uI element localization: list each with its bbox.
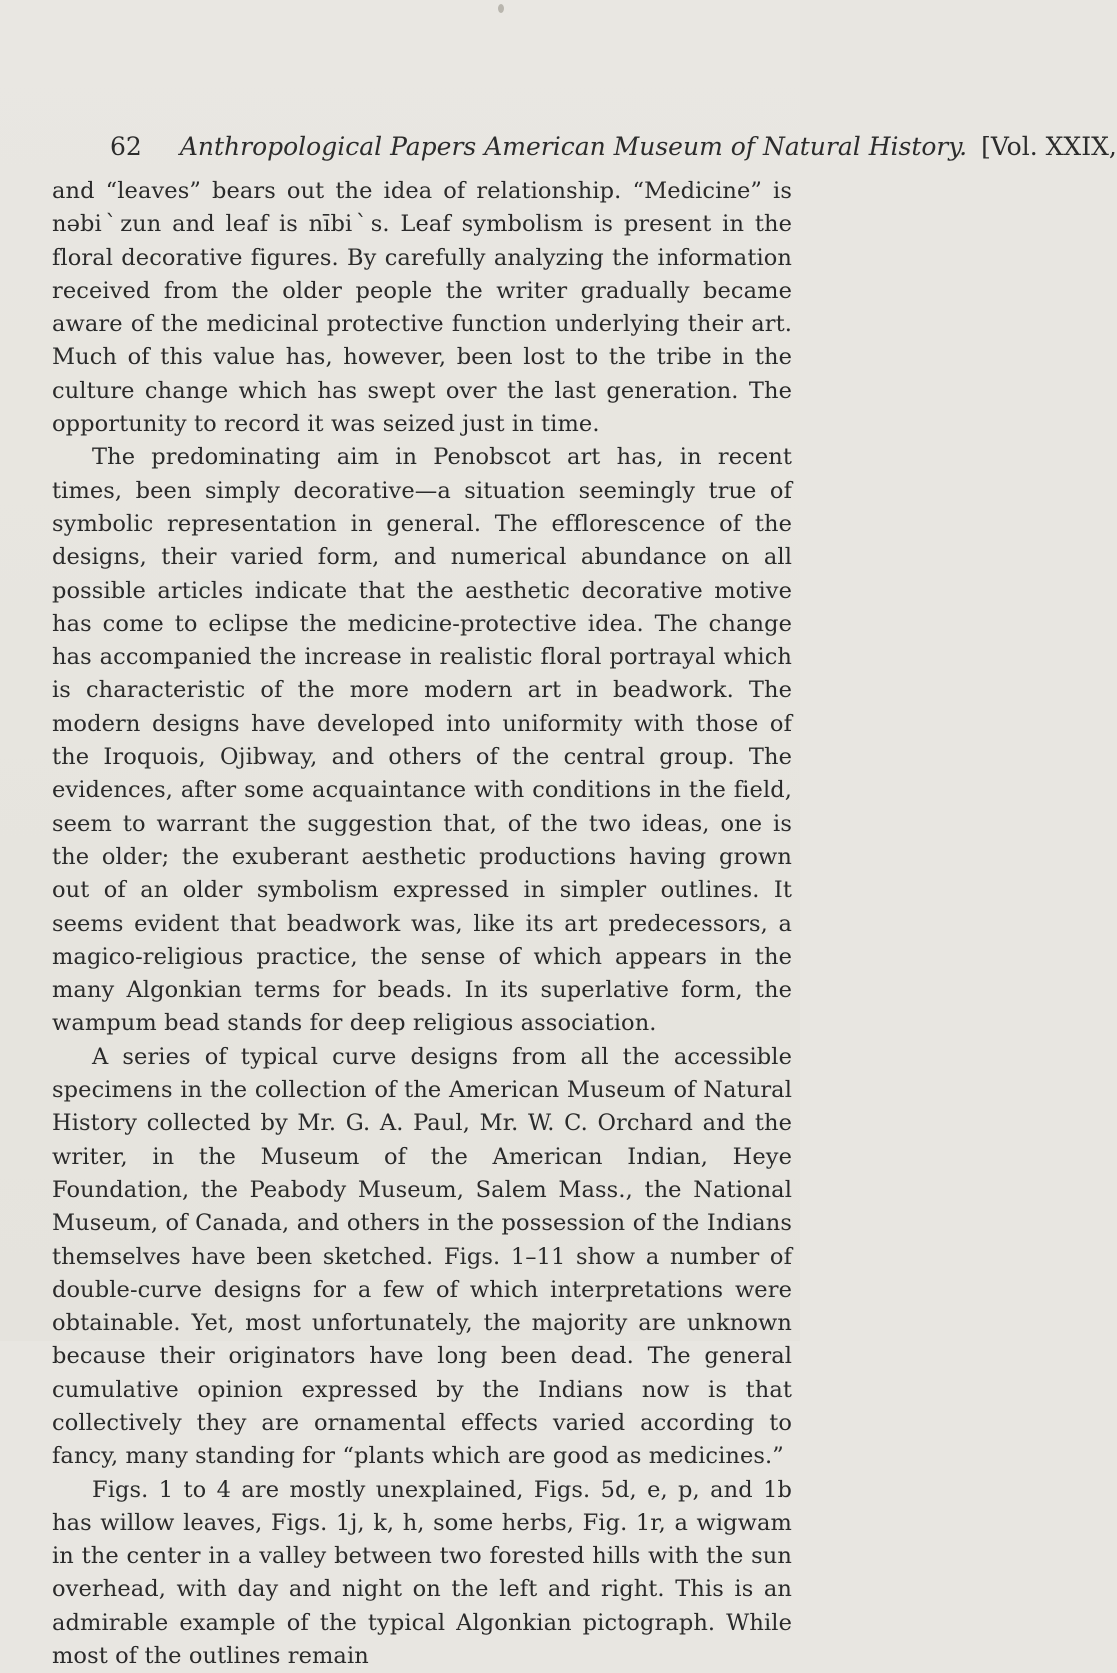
paragraph-2: The predominating aim in Penobscot art has, in recent times, been simply decorative—a situation seemingly true of symbolic representation in general. The efflorescence of the designs, their varied form, and numerical abundance on all possible articles indicate that the aesthetic decorative motive has come to eclipse the medicine-protective idea. The change has accompanied the increase in realistic floral portrayal which is characteristic of the more modern art in beadwork. The modern designs have developed into uniformity with those of the Iroquois, Ojibway, and others of the central group. The evidences, after some acquaintance with conditions in the field, seem to warrant the suggestion that, of the two ideas, one is the older; the exuberant aesthetic productions having grown out of an older symbolism expressed in simpler outlines. It seems evident that beadwork was, like its art predecessors, a magico-religious practice, the sense of which appears in the many Algonkian terms for beads. In its superlative form, the wampum bead stands for deep religious association. (52, 444, 792, 1037)
volume-label: [Vol. XXIX, (981, 132, 1117, 161)
running-head (110, 132, 1117, 161)
paragraph-3: A series of typical curve designs from all the accessible specimens in the collection of the American Museum of Natural History collected by Mr. G. A. Paul, Mr. W. C. Orchard and the writer, in the Museum of the American Indian, Heye Foundation, the Peabody Museum, Salem Mass., the National Museum, of Canada, and others in the possession of the Indians themselves have been sketched. Figs. 1–11 show a number of double-curve designs for a few of which interpretations were obtainable. Yet, most unfortunately, the majority are unknown because their originators have long been dead. The general cumulative opinion expressed by the Indians now is that collectively they are ornamental effects varied according to fancy, many standing for “plants which are good as medicines.” (52, 1043, 792, 1470)
paragraph-1: and “leaves” bears out the idea of relationship. “Medicine” is nəbiˋzun and leaf is nībiˋs. Leaf symbolism is present in the floral decorative figures. By carefully analyzing the information received from the older people the writer gradually became aware of the medicinal protective function underlying their art. Much of this value has, however, been lost to the tribe in the culture change which has swept over the last generation. The opportunity to record it was seized just in time. (52, 178, 792, 438)
journal-title: Anthropological Papers American Museum of Natural History. (179, 132, 968, 161)
body-text (52, 175, 792, 1673)
paper-smudge (498, 4, 504, 13)
paragraph-4: Figs. 1 to 4 are mostly unexplained, Figs. 5d, e, p, and 1b has willow leaves, Figs. 1j, k, h, some herbs, Fig. 1r, a wigwam in the center in a valley between two forested hills with the sun overhead, with day and night on the left and right. This is an admirable example of the typical Algonkian pictograph. While most of the outlines remain (52, 1476, 792, 1670)
page-number: 62 (110, 132, 142, 161)
